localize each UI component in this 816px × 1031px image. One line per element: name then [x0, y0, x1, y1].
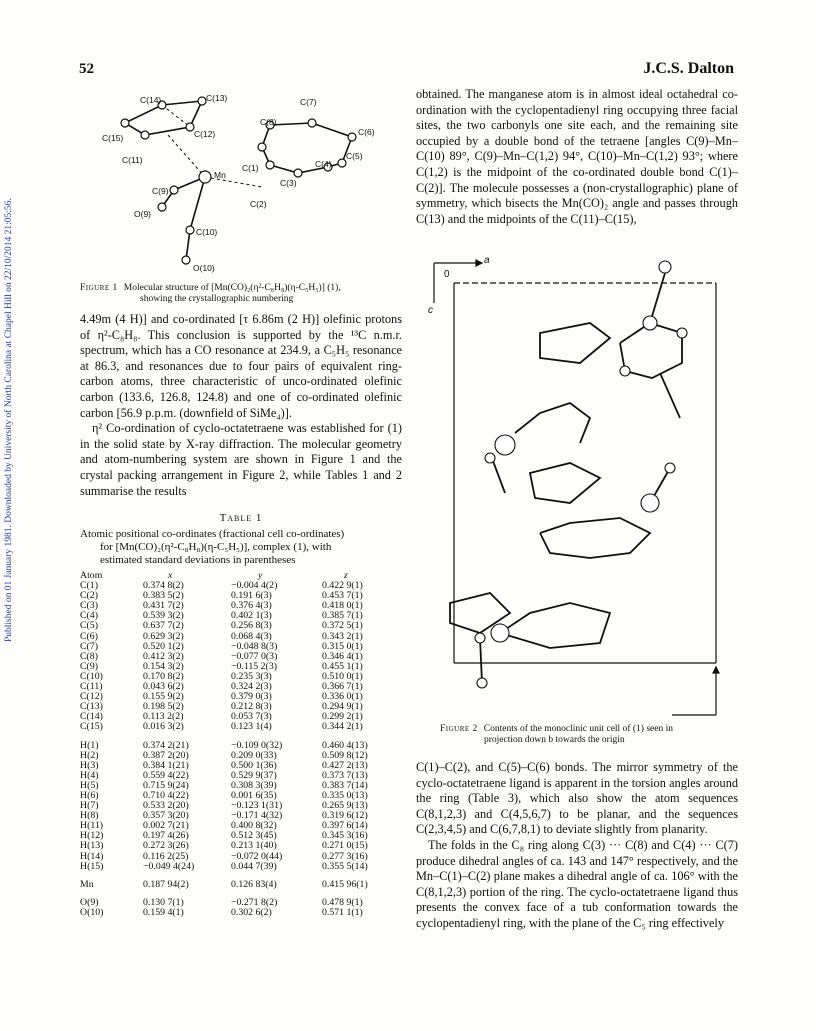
table-cell: 0.427 2(13) — [322, 759, 368, 771]
atom-label-c9: C(9) — [152, 186, 169, 196]
atom-label-c2: C(2) — [250, 199, 267, 209]
table-cell: 0.191 6(3) — [231, 590, 272, 602]
table-cell: C(12) — [80, 691, 103, 703]
axis-a-label: a — [484, 255, 490, 266]
table-cell: H(8) — [80, 810, 99, 822]
figure-1-caption-line1: Molecular structure of [Mn(CO)₂(η²-C₈H₈)(η-C₅H₅)] (1), — [123, 283, 341, 293]
table-cell: C(7) — [80, 640, 98, 652]
table-cell: C(6) — [80, 630, 98, 642]
table-cell: 0.422 9(1) — [322, 580, 363, 592]
table-cell: 0.044 7(39) — [231, 860, 277, 872]
table-cell: H(3) — [80, 759, 99, 771]
table-cell: 0.123 1(4) — [231, 721, 272, 733]
axis-c-label: c — [428, 305, 433, 316]
table-cell: C(3) — [80, 600, 98, 612]
figure-2-caption-line1: Contents of the monoclinic unit cell of (1) seen in — [483, 724, 673, 734]
atom-label-c12: C(12) — [194, 129, 216, 139]
table-cell: 0.335 0(13) — [322, 789, 368, 801]
table-cell: 0.130 7(1) — [143, 896, 184, 908]
table-cell: −0.109 0(32) — [231, 739, 283, 751]
table-cell: 0.336 0(1) — [322, 691, 363, 703]
atom-label-c15: C(15) — [102, 133, 124, 143]
table-cell: 0.539 3(2) — [143, 610, 184, 622]
table-cell: 0.559 4(22) — [143, 769, 189, 781]
table-cell: −0.049 4(24) — [143, 860, 195, 872]
table-1 — [80, 571, 402, 918]
figure-1-caption-head: Figure 1 — [80, 283, 118, 293]
table-cell: −0.077 0(3) — [231, 650, 278, 662]
table-cell: 0.001 6(35) — [231, 789, 277, 801]
table-cell: 0.016 3(2) — [143, 721, 184, 733]
atom-label-c7: C(7) — [300, 97, 317, 107]
table-cell: −0.048 8(3) — [231, 640, 278, 652]
atom-label-c5: C(5) — [346, 151, 363, 161]
figure-2-caption-line2: projection down b towards the origin — [484, 735, 625, 745]
table-caption-line: estimated standard deviations in parentheses — [100, 554, 296, 566]
table-cell: 0.068 4(3) — [231, 630, 272, 642]
table-cell: C(4) — [80, 610, 98, 622]
table-cell: H(1) — [80, 739, 99, 751]
figure-2-caption — [440, 724, 740, 746]
origin-label: 0 — [444, 269, 450, 280]
table-cell: 0.345 3(16) — [322, 830, 368, 842]
table-cell: C(11) — [80, 681, 103, 693]
table-cell: 0.397 6(14) — [322, 820, 368, 832]
table-cell: C(2) — [80, 590, 98, 602]
table-cell: 0.385 7(1) — [322, 610, 363, 622]
page-number: 52 — [79, 61, 94, 77]
atom-label-c14: C(14) — [140, 95, 162, 105]
column-header-x: x — [168, 570, 173, 581]
table-cell: 0.213 1(40) — [231, 840, 277, 852]
table-cell: C(8) — [80, 650, 98, 662]
paragraph: η² Co-ordination of cyclo-octatetraene was established for (1) in the solid state by X-ray diffraction. The molecular geometry and atom-numbering system are shown in Figure 1 and the crystal packing arrangement in Figure 2, while Tables 1 and 2 summarise the results — [80, 421, 402, 498]
left-column-text — [80, 312, 402, 499]
table-cell: 0.235 3(3) — [231, 670, 272, 682]
table-cell: −0.004 4(2) — [231, 580, 278, 592]
table-cell: −0.123 1(31) — [231, 800, 283, 812]
table-cell: 0.500 1(36) — [231, 759, 277, 771]
table-cell: 0.460 4(13) — [322, 739, 368, 751]
table-cell: 0.294 9(1) — [322, 701, 363, 713]
table-cell: H(15) — [80, 860, 104, 872]
table-cell: H(13) — [80, 840, 104, 852]
table-cell: 0.520 1(2) — [143, 640, 184, 652]
table-cell: 0.315 0(1) — [322, 640, 363, 652]
atom-label-c6: C(6) — [358, 127, 375, 137]
atom-label-c10: C(10) — [196, 227, 218, 237]
table-cell: 0.277 3(16) — [322, 850, 368, 862]
atom-label-o10: O(10) — [193, 263, 215, 273]
table-cell: 0.374 8(2) — [143, 580, 184, 592]
table-cell: 0.002 7(21) — [143, 820, 189, 832]
table-cell: 0.043 6(2) — [143, 681, 184, 693]
table-cell: 0.299 2(1) — [322, 711, 363, 723]
table-cell: 0.715 9(24) — [143, 779, 189, 791]
table-cell: 0.509 8(12) — [322, 749, 368, 761]
table-cell: 0.510 0(1) — [322, 670, 363, 682]
table-cell: 0.533 2(20) — [143, 800, 189, 812]
column-header-atom: Atom — [80, 570, 103, 581]
table-cell: 0.053 7(3) — [231, 711, 272, 723]
table-cell: H(7) — [80, 800, 99, 812]
table-cell: 0.478 9(1) — [322, 896, 363, 908]
table-row — [80, 862, 402, 872]
table-cell: 0.308 3(39) — [231, 779, 277, 791]
table-cell: 0.302 6(2) — [231, 906, 272, 918]
table-cell: 0.113 2(2) — [143, 711, 184, 723]
table-cell: O(10) — [80, 906, 104, 918]
table-cell: 0.209 0(33) — [231, 749, 277, 761]
journal-title: J.C.S. Dalton — [643, 60, 734, 77]
table-cell: Mn — [80, 878, 94, 890]
paragraph: The folds in the C₈ ring along C(3) ··· C(8) and C(4) ··· C(7) produce dihedral angles of ca. 143 and 147° respectively, and the Mn–C(1)–C(2) plane makes a dihedral angle of ca. 106° with the C(8,1,2,3) portion of the ring. The cyclo-octatetraene ligand thus presents the convex face of a tub conformation towards the cyclopentadienyl ring, with the plane of the C₅ ring effectively — [416, 837, 738, 930]
table-cell: 0.637 7(2) — [143, 620, 184, 632]
table-cell: 0.212 8(3) — [231, 701, 272, 713]
table-cell: C(5) — [80, 620, 98, 632]
figure-1 — [90, 85, 410, 280]
paragraph: C(1)–C(2), and C(5)–C(6) bonds. The mirror symmetry of the cyclo-octatetraene ligand is apparent in the torsion angles around the ring (Table 3), which also show the atom sequences C(8,1,2,3) and C(4,5,6,7) to be planar, and the sequences C(2,3,4,5) and C(6,7,8,1) to deviate slightly from planarity. — [416, 760, 738, 837]
table-cell: 0.126 83(4) — [231, 878, 277, 890]
table-cell: 0.265 9(13) — [322, 800, 368, 812]
table-cell: 0.529 9(37) — [231, 769, 277, 781]
table-cell: 0.402 1(3) — [231, 610, 272, 622]
table-caption-line: for [Mn(CO)₂(η²-C₈H₈)(η-C₅H₅)], complex (1), with — [100, 541, 332, 553]
table-cell: 0.346 4(1) — [322, 650, 363, 662]
table-cell: 0.379 0(3) — [231, 691, 272, 703]
figure-1-caption — [80, 283, 410, 305]
table-cell: −0.072 0(44) — [231, 850, 283, 862]
table-cell: C(13) — [80, 701, 103, 713]
table-cell: H(12) — [80, 830, 104, 842]
table-cell: 0.372 5(1) — [322, 620, 363, 632]
table-cell: C(10) — [80, 670, 103, 682]
table-cell: 0.170 8(2) — [143, 670, 184, 682]
table-cell: 0.155 9(2) — [143, 691, 184, 703]
column-header-z: z — [344, 570, 348, 581]
figure-1-caption-line2: showing the crystallographic numbering — [140, 294, 294, 304]
table-cell: 0.256 8(3) — [231, 620, 272, 632]
table-cell: −0.171 4(32) — [231, 810, 283, 822]
figure-2-drawing — [420, 253, 736, 728]
table-cell: 0.366 7(1) — [322, 681, 363, 693]
atom-label-c11: C(11) — [122, 155, 143, 165]
figure-2-caption-head: Figure 2 — [440, 724, 478, 734]
table-cell: O(9) — [80, 896, 99, 908]
table-cell: H(11) — [80, 820, 104, 832]
table-cell: 0.431 7(2) — [143, 600, 184, 612]
table-cell: 0.154 3(2) — [143, 660, 184, 672]
table-row — [80, 880, 402, 890]
table-cell: 0.400 8(32) — [231, 820, 277, 832]
table-cell: 0.116 2(25) — [143, 850, 189, 862]
table-cell: H(6) — [80, 789, 99, 801]
table-cell: 0.355 5(14) — [322, 860, 368, 872]
table-cell: H(5) — [80, 779, 99, 791]
table-cell: 0.571 1(1) — [322, 906, 363, 918]
table-cell: 0.383 5(2) — [143, 590, 184, 602]
figure-1-drawing — [90, 85, 410, 280]
table-cell: 0.344 2(1) — [322, 721, 363, 733]
table-cell: 0.324 2(3) — [231, 681, 272, 693]
table-1-title: Table 1 — [219, 512, 263, 524]
table-cell: 0.319 6(12) — [322, 810, 368, 822]
table-cell: 0.187 94(2) — [143, 878, 189, 890]
table-cell: 0.343 2(1) — [322, 630, 363, 642]
table-cell: H(2) — [80, 749, 99, 761]
table-cell: 0.374 2(21) — [143, 739, 189, 751]
table-cell: 0.412 3(2) — [143, 650, 184, 662]
atom-label-mn: Mn — [214, 170, 226, 180]
table-cell: H(4) — [80, 769, 99, 781]
download-watermark: Published on 01 January 1981. Downloaded by University of North Carolina at Chapel Hill on 22/10/2014 21:05:56. — [4, 198, 14, 642]
table-cell: 0.383 7(14) — [322, 779, 368, 791]
table-cell: 0.629 3(2) — [143, 630, 184, 642]
table-cell: −0.115 2(3) — [231, 660, 277, 672]
atom-label-c3: C(3) — [280, 178, 297, 188]
table-cell: 0.159 4(1) — [143, 906, 184, 918]
table-cell: 0.272 3(26) — [143, 840, 189, 852]
table-cell: 0.197 4(26) — [143, 830, 189, 842]
table-cell: 0.376 4(3) — [231, 600, 272, 612]
table-cell: C(14) — [80, 711, 103, 723]
right-column-text-top — [416, 87, 738, 227]
atom-label-c4: C(4) — [315, 159, 332, 169]
table-cell: C(9) — [80, 660, 98, 672]
column-header-y: y — [258, 570, 263, 581]
paragraph: 4.49m (4 H)] and co-ordinated [τ 6.86m (2 H)] olefinic protons of η²-C₈H₈. This conclusion is supported by the ¹³C n.m.r. spectrum, which has a CO resonance at 234.9, a C₅H₅ resonance at 86.3, and resonances due to four pairs of equivalent ring-carbon atoms, three characteristic of unco-ordinated olefinic carbon (133.6, 126.8, 124.8) and one of co-ordinated olefinic carbon [56.9 p.p.m. (downfield of SiMe₄)]. — [80, 312, 402, 420]
table-cell: 0.418 0(1) — [322, 600, 363, 612]
atom-label-o9: O(9) — [134, 209, 151, 219]
table-cell: 0.453 7(1) — [322, 590, 363, 602]
table-cell: −0.271 8(2) — [231, 896, 278, 908]
atom-label-c13: C(13) — [206, 93, 228, 103]
table-cell: 0.271 0(15) — [322, 840, 368, 852]
table-cell: 0.198 5(2) — [143, 701, 184, 713]
table-caption-line: Atomic positional co-ordinates (fractional cell co-ordinates) — [80, 528, 345, 540]
table-cell: 0.384 1(21) — [143, 759, 189, 771]
table-cell: 0.512 3(45) — [231, 830, 277, 842]
table-cell: 0.373 7(13) — [322, 769, 368, 781]
table-cell: 0.710 4(22) — [143, 789, 189, 801]
table-cell: 0.455 1(1) — [322, 660, 363, 672]
paragraph: obtained. The manganese atom is in almost ideal octahedral co-ordination with the cyclopentadienyl ring occupying three facial sites, the two carbonyls one site each, and the remaining site occupied by a double bond of the tetraene [angles C(9)–Mn–C(10) 89°, C(9)–Mn–C(1,2) 94°, C(10)–Mn–C(1,2) 93°; where C(1,2) is the midpoint of the co-ordinated double bond C(1)–C(2)]. The molecule possesses a (non-crystallographic) plane of symmetry, which bisects the Mn(CO)₂ angle and passes through C(13) and the midpoints of the C(11)–C(15), — [416, 87, 738, 226]
table-cell: 0.415 96(1) — [322, 878, 368, 890]
table-cell: H(14) — [80, 850, 104, 862]
atom-label-c8: C(8) — [260, 117, 277, 127]
right-column-text-bottom — [416, 760, 738, 932]
table-cell: C(1) — [80, 580, 98, 592]
table-cell: 0.357 3(20) — [143, 810, 189, 822]
table-cell: C(15) — [80, 721, 103, 733]
table-cell: 0.387 2(20) — [143, 749, 189, 761]
table-row — [80, 722, 402, 732]
table-1-caption — [80, 528, 402, 567]
atom-label-c1: C(1) — [242, 163, 259, 173]
table-row — [80, 908, 402, 918]
figure-2 — [420, 253, 736, 728]
